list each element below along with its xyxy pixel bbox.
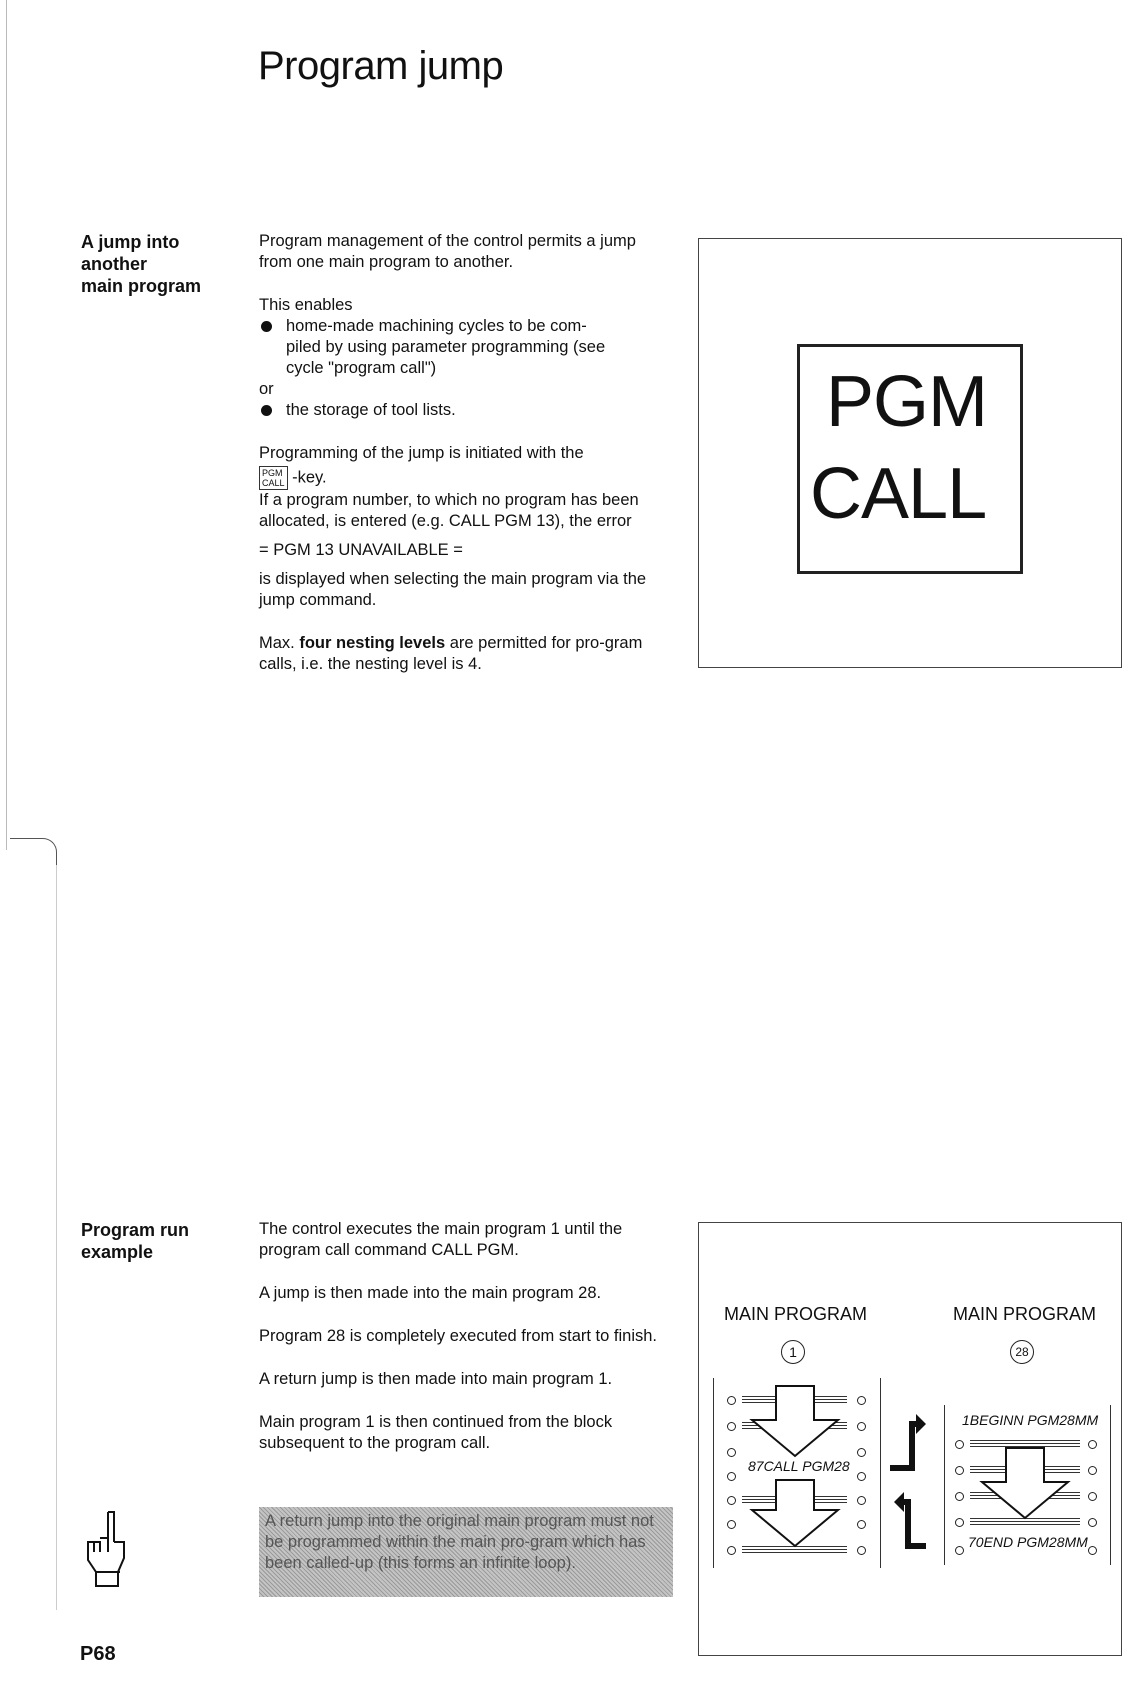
page-edge-curve bbox=[10, 838, 57, 869]
arrow-down-icon bbox=[742, 1384, 848, 1564]
jump-arrows-icon bbox=[886, 1412, 930, 1562]
paragraph: A return jump is then made into main program 1. bbox=[259, 1370, 613, 1388]
right-program-label: MAIN PROGRAM bbox=[953, 1304, 1097, 1324]
page-edge-line bbox=[6, 0, 7, 850]
paragraph: A jump is then made into the main program 28. bbox=[259, 1284, 602, 1302]
page-number: P68 bbox=[80, 1643, 116, 1665]
bullet-item: home-made machining cycles to be com- piled by using parameter programming (see cycle "program call") bbox=[259, 316, 669, 379]
paragraph: Programming of the jump is initiated with the bbox=[259, 444, 584, 462]
page-edge-line bbox=[56, 865, 57, 1610]
call-block-text: 87CALL PGM28 bbox=[748, 1458, 850, 1474]
paragraph: or bbox=[259, 380, 274, 398]
program-number-badge: 28 bbox=[1010, 1340, 1034, 1364]
program-number-badge: 1 bbox=[781, 1340, 805, 1364]
end-block-text: 70END PGM28MM bbox=[968, 1534, 1088, 1550]
section-heading: Program run example bbox=[81, 1220, 190, 1262]
begin-block-text: 1BEGINN PGM28MM bbox=[962, 1412, 1099, 1428]
paragraph: The control executes the main program 1 until the program call command CALL PGM. bbox=[259, 1220, 623, 1259]
tape-edge bbox=[1110, 1405, 1111, 1565]
paragraph: is displayed when selecting the main program via the jump command. bbox=[259, 570, 647, 609]
error-message: = PGM 13 UNAVAILABLE = bbox=[259, 541, 463, 559]
pgm-call-key-figure: PGM CALL bbox=[797, 344, 1023, 574]
warning-note: A return jump into the original main program must not be programmed within the main pro-gram which has been called-up (this forms an infinite loop). bbox=[259, 1507, 673, 1597]
paragraph: Max. four nesting levels are permitted for pro-gram calls, i.e. the nesting level is 4. bbox=[259, 634, 643, 673]
section-body bbox=[259, 1219, 669, 1454]
arrow-down-icon bbox=[972, 1446, 1078, 1536]
section-heading: A jump into another main program bbox=[81, 232, 202, 296]
pointing-hand-icon bbox=[84, 1508, 140, 1588]
paragraph: If a program number, to which no program has been allocated, is entered (e.g. CALL PGM 13), the error bbox=[259, 491, 639, 530]
paragraph: Program management of the control permits a jump from one main program to another. bbox=[259, 232, 636, 271]
tape-edge bbox=[713, 1378, 714, 1568]
paragraph: Program 28 is completely executed from start to finish. bbox=[259, 1327, 657, 1345]
section-body: Program management of the control permits a jump from one main program to another. This enables home-made machining cycles to be com- piled by using parameter programming (see cycle "program call") or the storage of tool lists. Programming of the jump is initiated with the PGM CALL -key. If a program number, to which no program has been allocated, is entered (e.g. CALL PGM 13), the error = PGM 13 UNAVAILABLE = is displayed when selecting the main program via the jump command. Max. four nesting levels are permitted for pro-gram calls, i.e. the nesting level is 4. bbox=[259, 231, 669, 675]
pgm-call-key-icon: PGM CALL bbox=[259, 466, 288, 490]
tape-edge bbox=[944, 1405, 945, 1565]
page-title: Program jump bbox=[258, 44, 504, 88]
paragraph: Main program 1 is then continued from the block subsequent to the program call. bbox=[259, 1413, 613, 1452]
tape-edge bbox=[880, 1378, 881, 1568]
left-program-label: MAIN PROGRAM bbox=[724, 1304, 868, 1324]
bullet-item: the storage of tool lists. bbox=[259, 400, 669, 421]
paragraph: This enables bbox=[259, 296, 353, 314]
